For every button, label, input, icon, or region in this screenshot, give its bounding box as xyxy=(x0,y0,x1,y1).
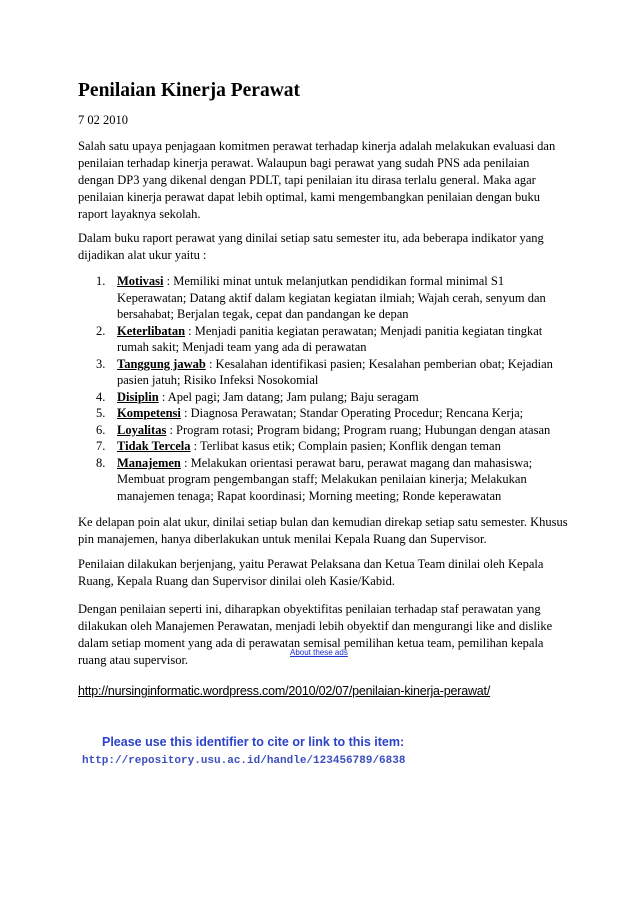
source-url-link[interactable]: http://nursinginformatic.wordpress.com/2010/02/07/penilaian-kinerja-perawat/ xyxy=(78,684,491,698)
indicator-label: Tidak Tercela xyxy=(117,439,191,453)
indicator-label: Keterlibatan xyxy=(117,323,186,338)
indicator-label: Kompetensi xyxy=(117,406,181,420)
indicator-label: Tanggung jawab xyxy=(117,356,206,371)
list-item: 4. Disiplin : Apel pagi; Jam datang; Jam pulang; Baju seragam xyxy=(96,389,419,404)
page-title: Penilaian Kinerja Perawat xyxy=(78,80,301,101)
indicators-intro-paragraph: Dalam buku raport perawat yang dinilai setiap satu semester itu, ada beberapa indikator yang dijadikan alat ukur yaitu : xyxy=(78,231,544,262)
list-item: 2. Keterlibatan : Menjadi panitia kegiatan perawatan; Menjadi panitia kegiatan tingkat rumah sakit; Menjadi team yang ada di perawatan xyxy=(96,323,543,354)
post-date: 7 02 2010 xyxy=(78,113,128,127)
list-item: 6. Loyalitas : Program rotasi; Program bidang; Program ruang; Hubungan dengan atasan xyxy=(96,422,551,437)
indicator-label: Manajemen xyxy=(117,455,181,470)
intro-paragraph: Salah satu upaya penjagaan komitmen perawat terhadap kinerja adalah melakukan evaluasi dan penilaian terhadap kinerja perawat. Walaupun bagi perawat yang sudah PNS ada penilaian dengan DP3 yang dikenal dengan PDLT, tapi penilaian itu dirasa terlalu general. Maka agar penilaian kinerja perawat dapat lebih optimal, kami mengembangkan penilaian dengan buku raport layaknya sekolah. xyxy=(78,139,556,221)
list-item: 1. Motivasi : Memiliki minat untuk melanjutkan pendidikan formal minimal S1 Keperawatan; Datang aktif dalam kegiatan kegiatan ilmiah; Wajah cerah, senyum dan bersahabat; Berjalan tegak, cepat dan pandangan ke depan xyxy=(96,274,546,321)
about-ads-link[interactable]: About these ads xyxy=(290,648,348,657)
list-item: 8. Manajemen : Melakukan orientasi perawat baru, perawat magang dan mahasiswa; Membuat program pengembangan staff; Melakukan penilaian kinerja; Melakukan manajemen tenaga; Rapat koordinasi; Morning meeting; Ronde keperawatan xyxy=(96,455,533,503)
list-item: 3. Tanggung jawab : Kesalahan identifikasi pasien; Kesalahan pemberian obat; Kejadian pasien jatuh; Risiko Infeksi Nosokomial xyxy=(96,356,553,387)
indicator-label: Loyalitas xyxy=(117,422,167,437)
levels-paragraph: Penilaian dilakukan berjenjang, yaitu Perawat Pelaksana dan Ketua Team dinilai oleh Kepala Ruang, Kepala Ruang dan Supervisor dinilai oleh Kasie/Kabid. xyxy=(78,557,544,588)
summary-paragraph: Ke delapan poin alat ukur, dinilai setiap bulan dan kemudian direkap setiap satu semester. Khusus pin manajemen, hanya diberlakukan untuk menilai Kepala Ruang dan Supervisor. xyxy=(78,515,568,546)
indicator-label: Motivasi xyxy=(117,274,164,288)
indicator-label: Disiplin xyxy=(117,389,159,404)
indicator-list xyxy=(78,273,568,504)
list-item: 5. Kompetensi : Diagnosa Perawatan; Standar Operating Procedur; Rencana Kerja; xyxy=(96,406,524,420)
conclusion-paragraph: Dengan penilaian seperti ini, diharapkan obyektifitas penilaian terhadap staf perawatan yang dilakukan oleh Manajemen Perawatan, menjadi lebih obyektif dan mengurangi like and dislike dalam setiap moment yang ada di perawatan semisal pemilihan ketua team, pemilihan kepala ruang atau supervisor. xyxy=(78,602,553,667)
list-item: 7. Tidak Tercela : Terlibat kasus etik; Complain pasien; Konflik dengan teman xyxy=(96,439,501,453)
cite-url-link[interactable]: http://repository.usu.ac.id/handle/123456789/6838 xyxy=(82,755,406,767)
cite-label: Please use this identifier to cite or link to this item: xyxy=(102,735,405,749)
